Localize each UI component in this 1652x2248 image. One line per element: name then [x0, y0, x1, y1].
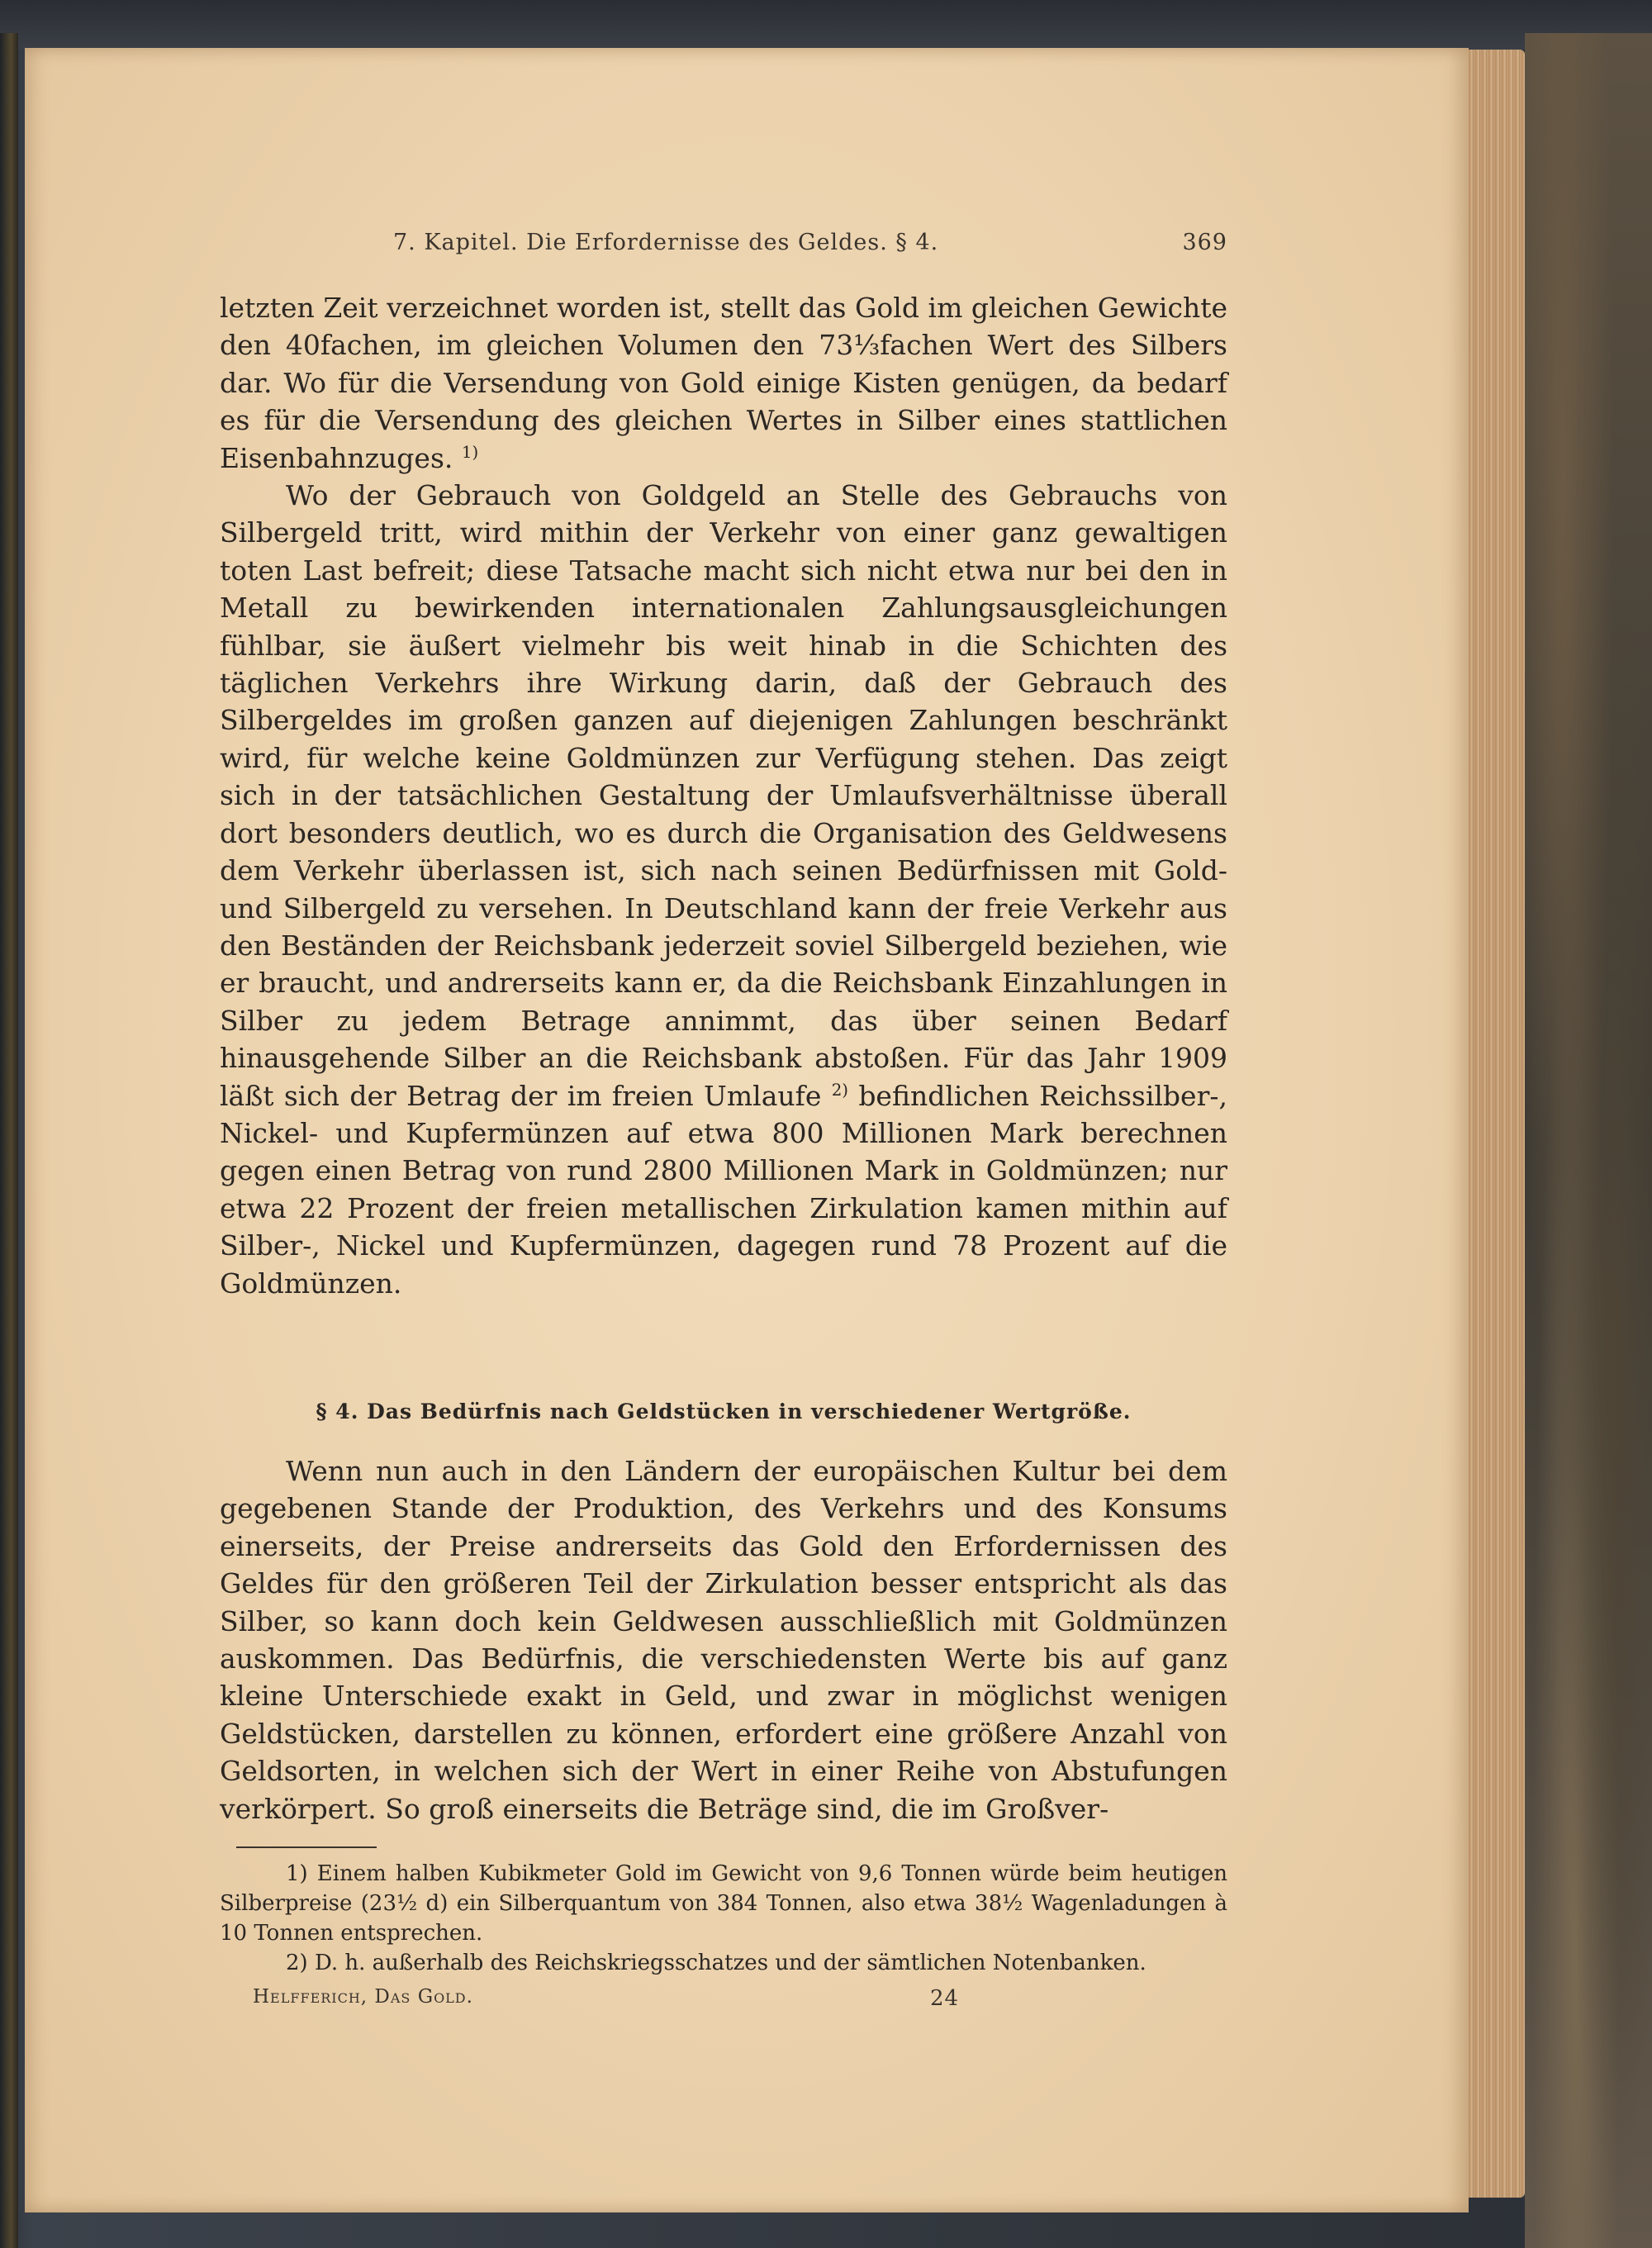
footnote-1: 1) Einem halben Kubikmeter Gold im Gewicht von 9,6 Tonnen würde beim heutigen Silberpreise (23½ d) ein Silberquantum von 384 Tonnen, also etwa 38½ Wagenladungen à 10 Tonnen entsprechen. — [220, 1861, 1227, 1946]
section-text — [220, 1452, 1227, 1827]
main-text — [220, 289, 1227, 1302]
paragraph-2-text-a: Wo der Gebrauch von Goldgeld an Stelle des Gebrauchs von Silbergeld tritt, wird mithin der Verkehr von einer ganz gewaltigen toten Last befreit; diese Tatsache macht sich nicht etwa nur bei den in Metall zu bewirkenden internationalen Zahlungsausgleichungen fühlbar, sie äußert vielmehr bis weit hinab in die Schichten des täglichen Verkehrs ihre Wirkung darin, daß der Gebrauch des Silbergeldes im großen ganzen auf diejenigen Zahlungen beschränkt wird, für welche keine Goldmünzen zur Verfügung stehen. Das zeigt sich in der tatsächlichen Gestaltung der Umlaufsverhältnisse überall dort besonders deutlich, wo es durch die Organisation des Geldwesens dem Verkehr überlassen ist, sich nach seinen Bedürfnissen mit Gold- und Silbergeld zu versehen. In Deutschland kann der freie Verkehr aus den Beständen der Reichsbank jederzeit soviel Silbergeld beziehen, wie er braucht, und andrerseits kann er, da die Reichsbank Einzahlungen in Silber zu jedem Betrage annimmt, das über seinen Bedarf hinausgehende Silber an die Reichsbank abstoßen. Für das Jahr 1909 läßt sich der Betrag der im freien Umlaufe — [220, 479, 1227, 1112]
paragraph-2 — [220, 477, 1227, 1302]
paragraph-3: Wenn nun auch in den Ländern der europäischen Kultur bei dem gegebenen Stande der Produktion, des Verkehrs und des Konsums einerseits, der Preise andrerseits das Gold den Erfordernissen des Geldes für den größeren Teil der Zirkulation besser entspricht als das Silber, so kann doch kein Geldwesen ausschließlich mit Goldmünzen auskommen. Das Bedürfnis, die verschiedensten Werte bis auf ganz kleine Unterschiede exakt in Geld, und zwar in möglichst wenigen Geldstücken, darstellen zu können, erfordert eine größere Anzahl von Geldsorten, in welchen sich der Wert in einer Reihe von Abstufungen verkörpert. So groß einerseits die Beträge sind, die im Großver- — [220, 1455, 1227, 1825]
page-number: 369 — [1182, 230, 1227, 255]
cover-top-edge — [0, 0, 1652, 50]
binding-edge — [0, 33, 18, 2248]
footnote-rule — [236, 1846, 377, 1848]
footnote-ref-2: 2) — [831, 1080, 848, 1100]
section-heading: § 4. Das Bedürfnis nach Geldstücken in verschiedener Wertgröße. — [316, 1400, 1132, 1423]
footnote-2: 2) D. h. außerhalb des Reichskriegsschatzes und der sämtlichen Notenbanken. — [286, 1951, 1146, 1975]
running-head — [220, 230, 1227, 263]
marbled-board — [1525, 33, 1652, 2248]
signature-line — [253, 1986, 1227, 2016]
footnote-ref-1: 1) — [461, 442, 479, 462]
paragraph-2-text-b: befindlichen Reichssilber-, Nickel- und Kupfermünzen auf etwa 800 Millionen Mark berechnen gegen einen Betrag von rund 2800 Millionen Mark in Goldmünzen; nur etwa 22 Prozent der freien metallischen Zirkulation kamen mithin auf Silber-, Nickel und Kupfermünzen, dagegen rund 78 Prozent auf die Goldmünzen. — [220, 1079, 1227, 1300]
paragraph-1 — [220, 289, 1227, 477]
running-head-title: 7. Kapitel. Die Erfordernisse des Geldes. § 4. — [393, 230, 939, 255]
paragraph-1-text: letzten Zeit verzeichnet worden ist, stellt das Gold im gleichen Gewichte den 40fachen, im gleichen Volumen den 73⅓fachen Wert des Silbers dar. Wo für die Versendung von Gold einige Kisten genügen, da bedarf es für die Versendung des gleichen Wertes in Silber eines stattlichen Eisenbahnzuges. — [220, 292, 1227, 474]
signature-number: 24 — [930, 1986, 960, 2011]
book-page — [25, 48, 1469, 2212]
footnotes — [220, 1859, 1227, 1978]
page-edges — [1460, 50, 1525, 2198]
signature-author: Helfferich, Das Gold. — [253, 1986, 473, 2008]
